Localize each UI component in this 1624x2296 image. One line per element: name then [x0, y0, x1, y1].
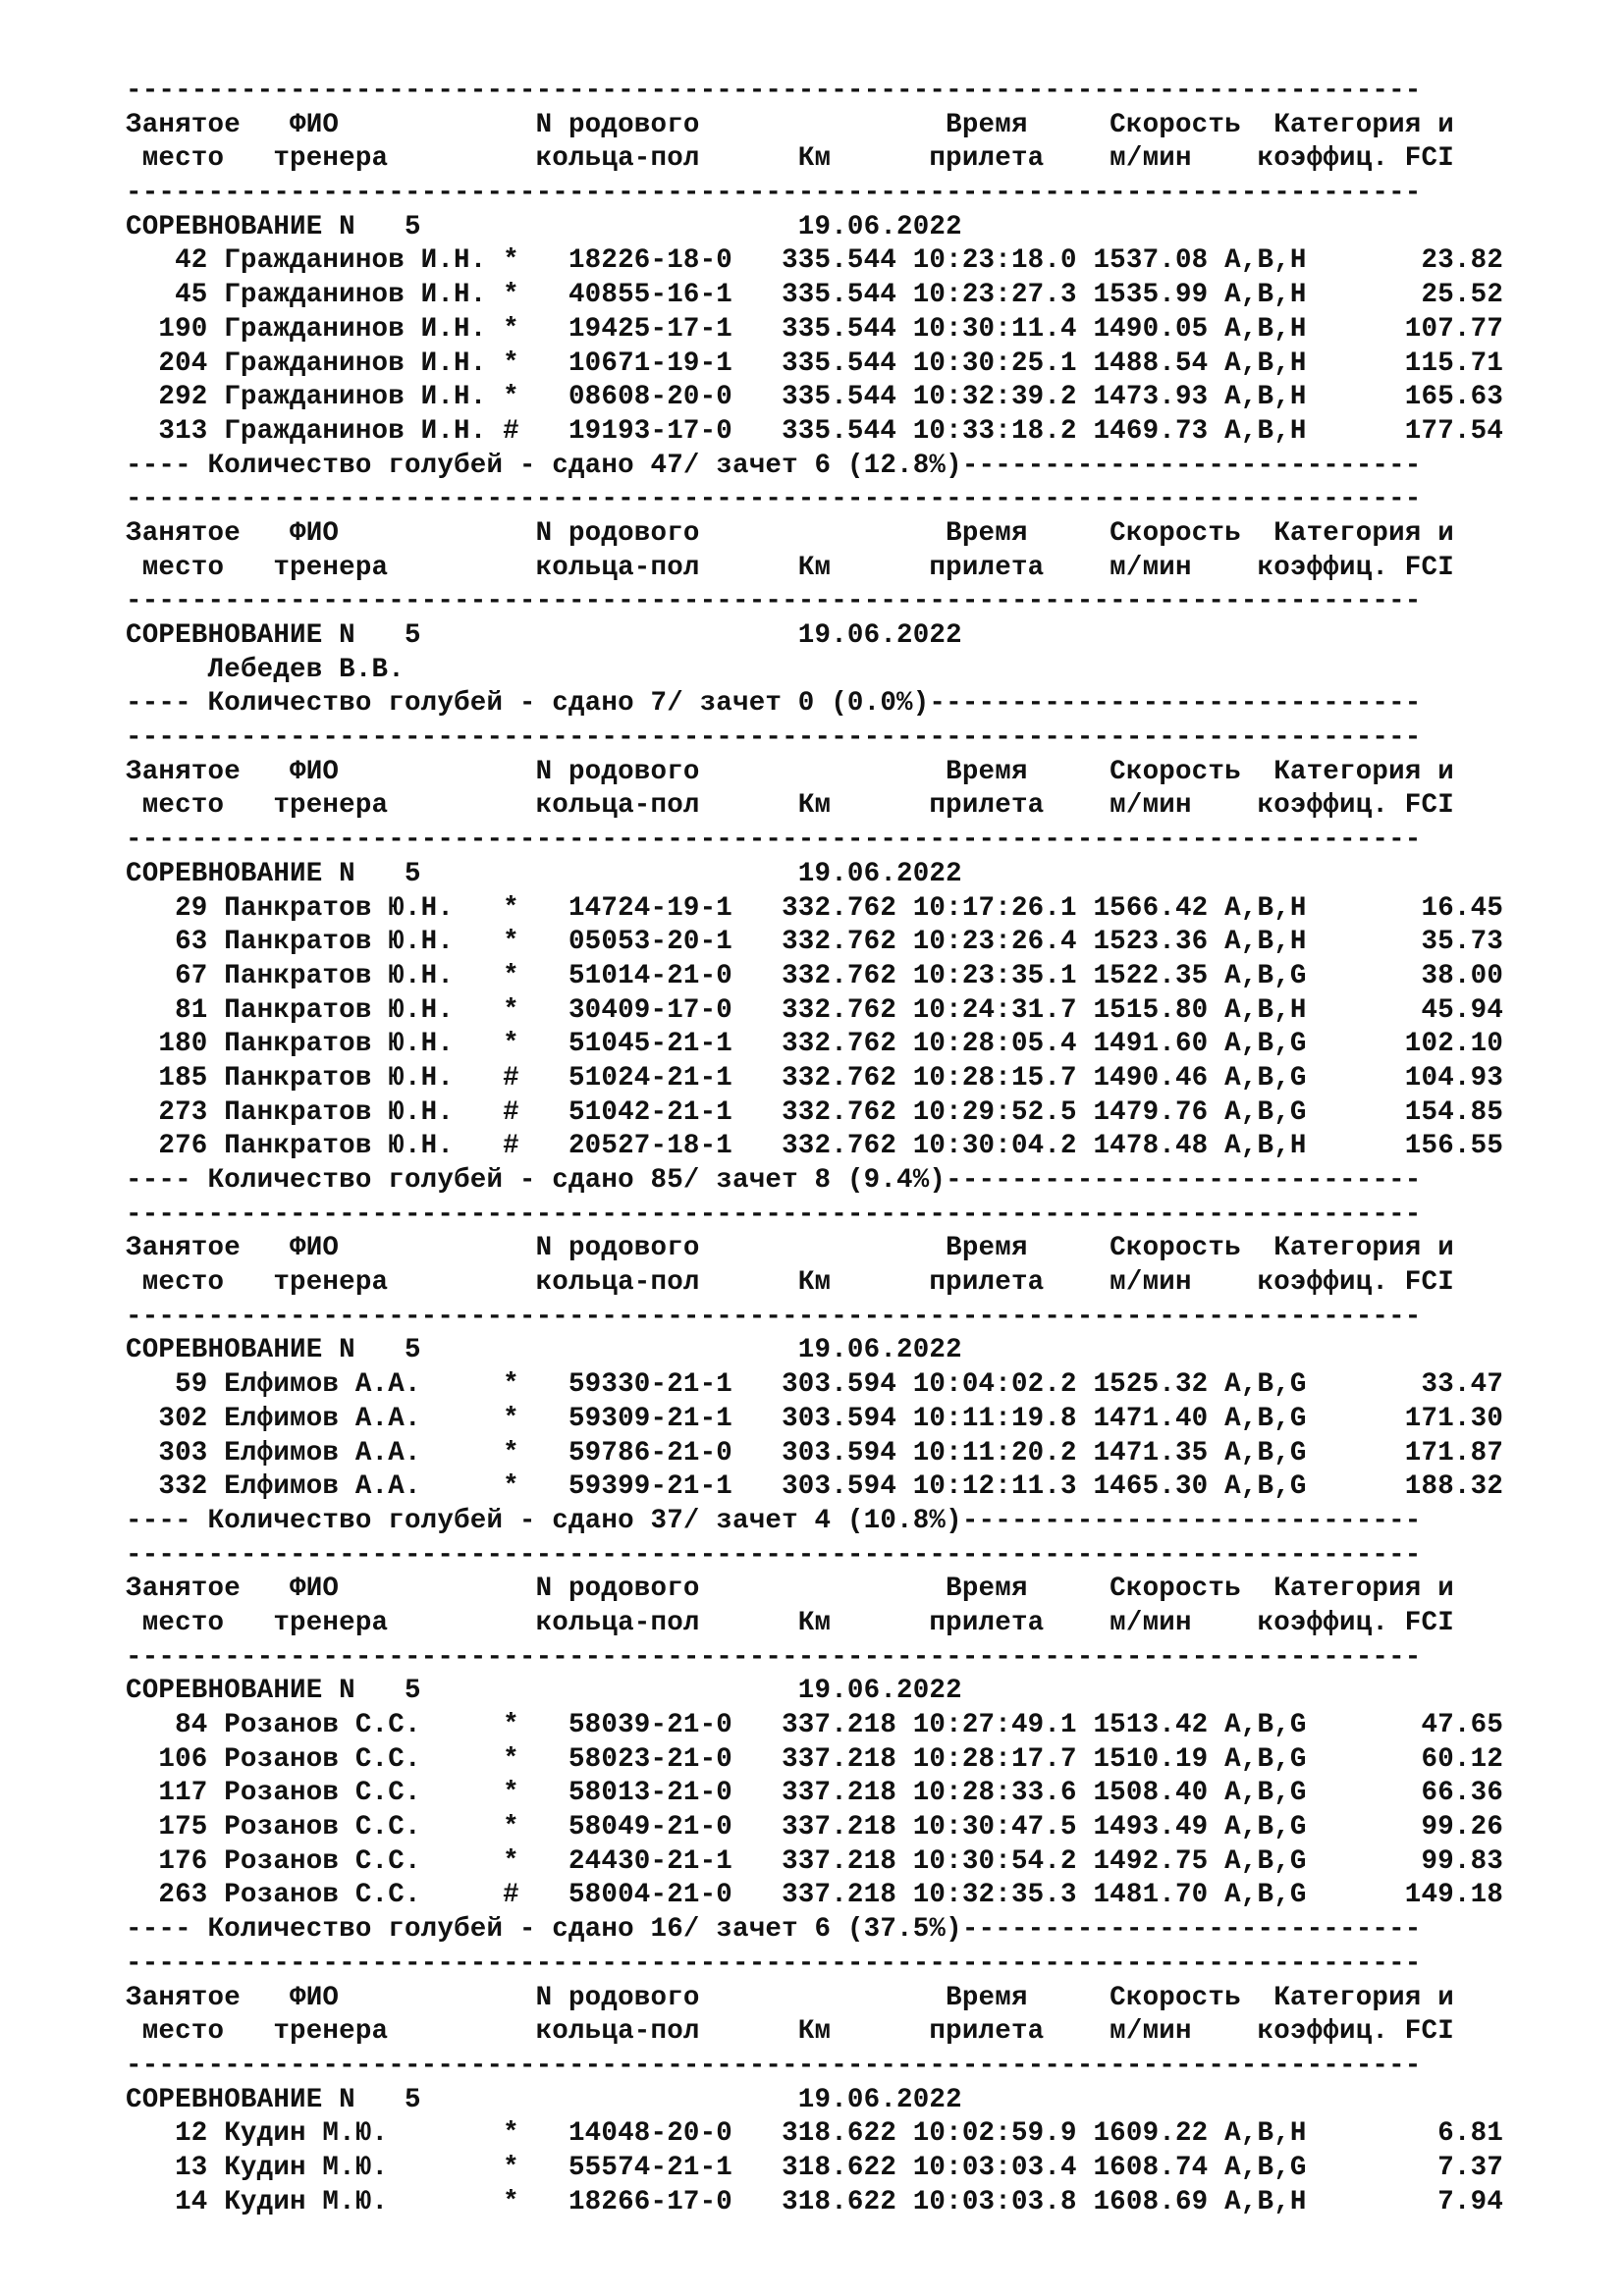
column-header-line-2: место тренера кольца-пол Км прилета м/мин коэффиц. FCI [126, 552, 1454, 583]
column-header-line-1: Занятое ФИО N родового Время Скорость Категория и [126, 109, 1454, 140]
separator-line: ------------------------------------------------------------------------------- [126, 586, 1422, 617]
column-header-line-2: место тренера кольца-пол Км прилета м/мин коэффиц. FCI [126, 1267, 1454, 1299]
separator-line: ------------------------------------------------------------------------------- [126, 722, 1422, 754]
section-summary: ---- Количество голубей - сдано 7/ зачет 0 (0.0%)------------------------------ [126, 688, 1422, 720]
results-document [126, 75, 1503, 2219]
result-row: 67 Панкратов Ю.Н. * 51014-21-0 332.762 10:23:35.1 1522.35 A,B,G 38.00 [126, 960, 1504, 991]
separator-line: ------------------------------------------------------------------------------- [126, 2050, 1422, 2081]
result-row: 117 Розанов С.С. * 58013-21-0 337.218 10:28:33.6 1508.40 A,B,G 66.36 [126, 1778, 1504, 1809]
competition-title: СОРЕВНОВАНИЕ N 5 19.06.2022 [126, 1676, 962, 1707]
result-row: 45 Гражданинов И.Н. * 40855-16-1 335.544 10:23:27.3 1535.99 A,B,H 25.52 [126, 280, 1504, 311]
separator-line: ------------------------------------------------------------------------------- [126, 1199, 1422, 1230]
section-summary: ---- Количество голубей - сдано 85/ зачет 8 (9.4%)----------------------------- [126, 1165, 1422, 1196]
section-summary: ---- Количество голубей - сдано 37/ зачет 4 (10.8%)---------------------------- [126, 1505, 1422, 1536]
separator-line: ------------------------------------------------------------------------------- [126, 484, 1422, 515]
result-row: 176 Розанов С.С. * 24430-21-1 337.218 10:30:54.2 1492.75 A,B,G 99.83 [126, 1845, 1504, 1877]
result-row: 263 Розанов С.С. # 58004-21-0 337.218 10:32:35.3 1481.70 A,B,G 149.18 [126, 1880, 1504, 1911]
separator-line: ------------------------------------------------------------------------------- [126, 178, 1422, 209]
separator-line: ------------------------------------------------------------------------------- [126, 1539, 1422, 1571]
separator-line: ------------------------------------------------------------------------------- [126, 825, 1422, 856]
result-row: 313 Гражданинов И.Н. # 19193-17-0 335.544 10:33:18.2 1469.73 A,B,H 177.54 [126, 415, 1504, 447]
separator-line: ------------------------------------------------------------------------------- [126, 1301, 1422, 1332]
result-row: 302 Елфимов А.А. * 59309-21-1 303.594 10:11:19.8 1471.40 A,B,G 171.30 [126, 1403, 1504, 1434]
column-header-line-2: место тренера кольца-пол Км прилета м/мин коэффиц. FCI [126, 143, 1454, 175]
column-header-line-1: Занятое ФИО N родового Время Скорость Категория и [126, 1982, 1454, 2013]
separator-line: ------------------------------------------------------------------------------- [126, 1948, 1422, 1979]
competition-title: СОРЕВНОВАНИЕ N 5 19.06.2022 [126, 620, 962, 651]
competition-title: СОРЕВНОВАНИЕ N 5 19.06.2022 [126, 858, 962, 889]
section-summary: ---- Количество голубей - сдано 47/ зачет 6 (12.8%)---------------------------- [126, 450, 1422, 481]
result-row: 204 Гражданинов И.Н. * 10671-19-1 335.544 10:30:25.1 1488.54 A,B,H 115.71 [126, 347, 1504, 379]
competition-title: СОРЕВНОВАНИЕ N 5 19.06.2022 [126, 1335, 962, 1366]
column-header-line-1: Занятое ФИО N родового Время Скорость Категория и [126, 1233, 1454, 1264]
column-header-line-1: Занятое ФИО N родового Время Скорость Категория и [126, 517, 1454, 549]
result-row: 190 Гражданинов И.Н. * 19425-17-1 335.544 10:30:11.4 1490.05 A,B,H 107.77 [126, 313, 1504, 345]
column-header-line-1: Занятое ФИО N родового Время Скорость Категория и [126, 1574, 1454, 1605]
result-row: 63 Панкратов Ю.Н. * 05053-20-1 332.762 10:23:26.4 1523.36 A,B,H 35.73 [126, 927, 1504, 958]
result-row: Лебедев В.В. [126, 654, 405, 685]
result-row: 180 Панкратов Ю.Н. * 51045-21-1 332.762 10:28:05.4 1491.60 A,B,G 102.10 [126, 1029, 1504, 1060]
result-row: 175 Розанов С.С. * 58049-21-0 337.218 10:30:47.5 1493.49 A,B,G 99.26 [126, 1812, 1504, 1843]
result-row: 303 Елфимов А.А. * 59786-21-0 303.594 10:11:20.2 1471.35 A,B,G 171.87 [126, 1437, 1504, 1468]
result-row: 292 Гражданинов И.Н. * 08608-20-0 335.544 10:32:39.2 1473.93 A,B,H 165.63 [126, 382, 1504, 413]
result-row: 59 Елфимов А.А. * 59330-21-1 303.594 10:04:02.2 1525.32 A,B,G 33.47 [126, 1369, 1504, 1401]
competition-title: СОРЕВНОВАНИЕ N 5 19.06.2022 [126, 211, 962, 242]
separator-line: ------------------------------------------------------------------------------- [126, 1641, 1422, 1673]
result-row: 106 Розанов С.С. * 58023-21-0 337.218 10:28:17.7 1510.19 A,B,G 60.12 [126, 1743, 1504, 1775]
result-row: 81 Панкратов Ю.Н. * 30409-17-0 332.762 10:24:31.7 1515.80 A,B,H 45.94 [126, 994, 1504, 1026]
section-summary: ---- Количество голубей - сдано 16/ зачет 6 (37.5%)---------------------------- [126, 1914, 1422, 1946]
separator-line: ------------------------------------------------------------------------------- [126, 76, 1422, 106]
column-header-line-2: место тренера кольца-пол Км прилета м/мин коэффиц. FCI [126, 790, 1454, 822]
result-row: 185 Панкратов Ю.Н. # 51024-21-1 332.762 10:28:15.7 1490.46 A,B,G 104.93 [126, 1062, 1504, 1094]
column-header-line-2: место тренера кольца-пол Км прилета м/мин коэффиц. FCI [126, 2016, 1454, 2048]
result-row: 12 Кудин М.Ю. * 14048-20-0 318.622 10:02:59.9 1609.22 A,B,H 6.81 [126, 2118, 1504, 2150]
column-header-line-2: место тренера кольца-пол Км прилета м/мин коэффиц. FCI [126, 1607, 1454, 1638]
result-row: 273 Панкратов Ю.Н. # 51042-21-1 332.762 10:29:52.5 1479.76 A,B,G 154.85 [126, 1096, 1504, 1128]
result-row: 42 Гражданинов И.Н. * 18226-18-0 335.544 10:23:18.0 1537.08 A,B,H 23.82 [126, 245, 1504, 277]
result-row: 29 Панкратов Ю.Н. * 14724-19-1 332.762 10:17:26.1 1566.42 A,B,H 16.45 [126, 892, 1504, 924]
result-row: 14 Кудин М.Ю. * 18266-17-0 318.622 10:03:03.8 1608.69 A,B,H 7.94 [126, 2186, 1504, 2217]
result-row: 13 Кудин М.Ю. * 55574-21-1 318.622 10:03:03.4 1608.74 A,B,G 7.37 [126, 2152, 1504, 2183]
competition-title: СОРЕВНОВАНИЕ N 5 19.06.2022 [126, 2084, 962, 2115]
column-header-line-1: Занятое ФИО N родового Время Скорость Категория и [126, 756, 1454, 787]
result-row: 332 Елфимов А.А. * 59399-21-1 303.594 10:12:11.3 1465.30 A,B,G 188.32 [126, 1471, 1504, 1503]
result-row: 84 Розанов С.С. * 58039-21-0 337.218 10:27:49.1 1513.42 A,B,G 47.65 [126, 1710, 1504, 1740]
result-row: 276 Панкратов Ю.Н. # 20527-18-1 332.762 10:30:04.2 1478.48 A,B,H 156.55 [126, 1131, 1504, 1162]
